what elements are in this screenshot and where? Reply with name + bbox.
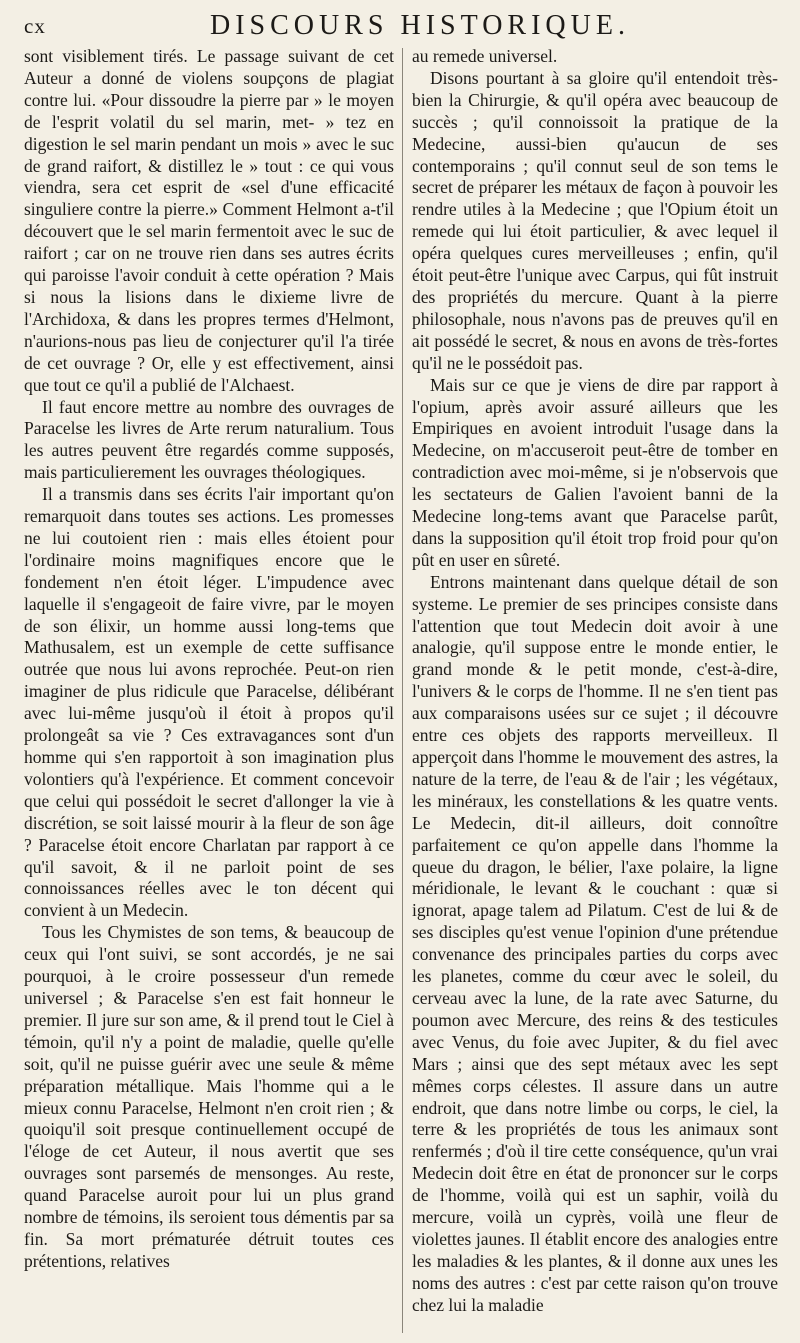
paragraph: au remede universel. — [412, 46, 558, 66]
paragraph: Tous les Chymistes de son tems, & beaucoup de ceux qui l'ont suivi, se sont accordés, je ne sai pourquoi, à le croire possesseur d'un remede universel ; & Paracelse s'en est fait honneur le premier. Il jure sur son ame, & il prend tout le Ciel à témoin, qu'il n'y a point de maladie, quelle qu'elle soit, qu'il ne puisse guérir avec une seule & même préparation métallique. Mais l'homme qui a le mieux connu Paracelse, Helmont n'en croit rien ; & quoiqu'il soit presque continuellement occupé de l'éloge de cet Auteur, il nous avertit que ses ouvrages sont parsemés de mensonges. Au reste, quand Paracelse auroit pour lui un plus grand nombre de témoins, ils seroient tous démentis par sa fin. Sa mort prématurée détruit toutes ces prétentions, relatives — [24, 922, 394, 1271]
paragraph: sont visiblement tirés. Le passage suivant de cet Auteur a donné de violens soupçons de plagiat contre lui. «Pour dissoudre la pierre par » le moyen de l'esprit volatil du sel marin, met- » tez en digestion le sel marin pendant un mois » avec le suc de grand raifort, & distillez le » tout : ce qui vous viendra, sera cet esprit de «sel d'une efficacité singuliere contre la pierre.» Comment Helmont a-t'il découvert que le sel marin fermentoit avec le suc de raifort ; car on ne trouve rien dans ses autres écrits qui paroisse l'avoir conduit à cette opération ? Mais si nous la lisions dans le dixieme livre de l'Archidoxa, & dans les propres termes d'Helmont, n'aurions-nous pas lieu de conjecturer qu'il l'a tirée de cet ouvrage ? Or, elle y est effectivement, ainsi que tout ce qu'il a publié de l'Alchaest. — [24, 46, 394, 395]
page-number: cx — [24, 14, 46, 38]
running-title: DISCOURS HISTORIQUE. — [210, 10, 630, 41]
left-column — [24, 46, 394, 1273]
paragraph: Il faut encore mettre au nombre des ouvrages de Paracelse les livres de Arte rerum naturalium. Tous les autres peuvent être regardés comme supposés, mais particulierement les ouvrages théologiques. — [24, 396, 394, 483]
paragraph: Disons pourtant à sa gloire qu'il entendoit très-bien la Chirurgie, & qu'il opéra avec beaucoup de succès ; qu'il connoissoit la pratique de la Medecine, aussi-bien qu'aucun de ses contemporains ; qu'il connut seul de son tems le secret de préparer les métaux de façon à pouvoir les rendre utiles à la Medecine ; que l'Opium étoit un remede qui lui étoit particulier, & avec lequel il opéra quelques cures merveilleuses ; enfin, qu'il étoit peut-être l'unique avec Carpus, qui fût instruit des propriétés du mercure. Quant à la pierre philosophale, nous n'avons pas de preuves qu'il en ait possédé le secret, & nous en avons de très-fortes qu'il ne le possédoit pas. — [412, 67, 778, 373]
column-divider — [402, 48, 403, 1333]
right-column — [412, 46, 778, 1317]
paragraph: Il a transmis dans ses écrits l'air important qu'on remarquoit dans toutes ses actions. Les promesses ne lui coutoient rien : mais elles étoient pour l'ordinaire moins magnifiques encore que le fondement n'en étoit léger. L'impudence avec laquelle il s'engageoit de faire vivre, par le moyen de son élixir, un homme aussi long-tems que Mathusalem, est un exemple de cette suffisance outrée que nous lui avons reprochée. Peut-on rien imaginer de plus ridicule que Paracelse, délibérant avec lui-même jusqu'où il étoit à propos qu'il prolongeât sa vie ? Ces extravagances sont d'un homme qui s'en rapportoit à son imagination plus volontiers qu'à l'expérience. Et comment concevoir que celui qui possédoit le secret d'allonger la vie à discrétion, se soit laissé mourir à la fleur de son âge ? Paracelse étoit encore Charlatan par rapport à ce qu'il savoit, & il ne parloit point de ses connoissances réelles avec le ton décent qui convient à un Medecin. — [24, 484, 394, 921]
paragraph: Mais sur ce que je viens de dire par rapport à l'opium, après avoir assuré ailleurs que les Empiriques en avoient introduit l'usage dans la Medecine, on m'accuseroit peut-être de tomber en contradiction avec moi-même, si je n'observois que les sectateurs de Galien l'avoient banni de la Medecine long-tems avant que Paracelse parût, dans la supposition qu'il étoit trop froid pour qu'on pût en user en sûreté. — [412, 374, 778, 570]
paragraph: Entrons maintenant dans quelque détail de son systeme. Le premier de ses principes consiste dans l'attention que tout Medecin doit avoir à une analogie, qu'il suppose entre le monde entier, le grand monde & le petit monde, c'est-à-dire, l'univers & le corps de l'homme. Il ne s'en tient pas aux comparaisons usées sur ce sujet ; il découvre entre ces objets des rapports merveilleux. Il apperçoit dans l'homme le mouvement des astres, la nature de la terre, de l'eau & de l'air ; les végétaux, les minéraux, les constellations & les quatre vents. Le Medecin, dit-il ailleurs, doit connoître parfaitement ce qu'on appelle dans l'homme la queue du dragon, le bélier, l'axe polaire, la ligne méridionale, le levant & le couchant : quæ si ignorat, apage talem ad Pilatum. C'est de lui & de ses disciples qu'est venue l'opinion d'une prétendue convenance des principales parties du corps avec les planetes, comme du cœur avec le soleil, du cerveau avec la lune, de la rate avec Saturne, du poumon avec Mercure, des reins & des testicules avec Venus, du foie avec Jupiter, & du fiel avec Mars ; ainsi que des sept métaux avec les sept mêmes corps célestes. Il assure dans un autre endroit, que dans notre limbe ou corps, le ciel, la terre & les propriétés de tous les animaux sont renfermés ; d'où il tire cette conséquence, qu'un vrai Medecin doit être en état de prononcer sur le corps de l'homme, voilà qui est un saphir, voilà du mercure, voilà un cyprès, voilà une fleur de violettes jaunes. Il établit encore des analogies entre les maladies & les plantes, & il donne aux unes les noms des autres : c'est par cette raison qu'on trouve chez lui la maladie — [412, 571, 778, 1315]
